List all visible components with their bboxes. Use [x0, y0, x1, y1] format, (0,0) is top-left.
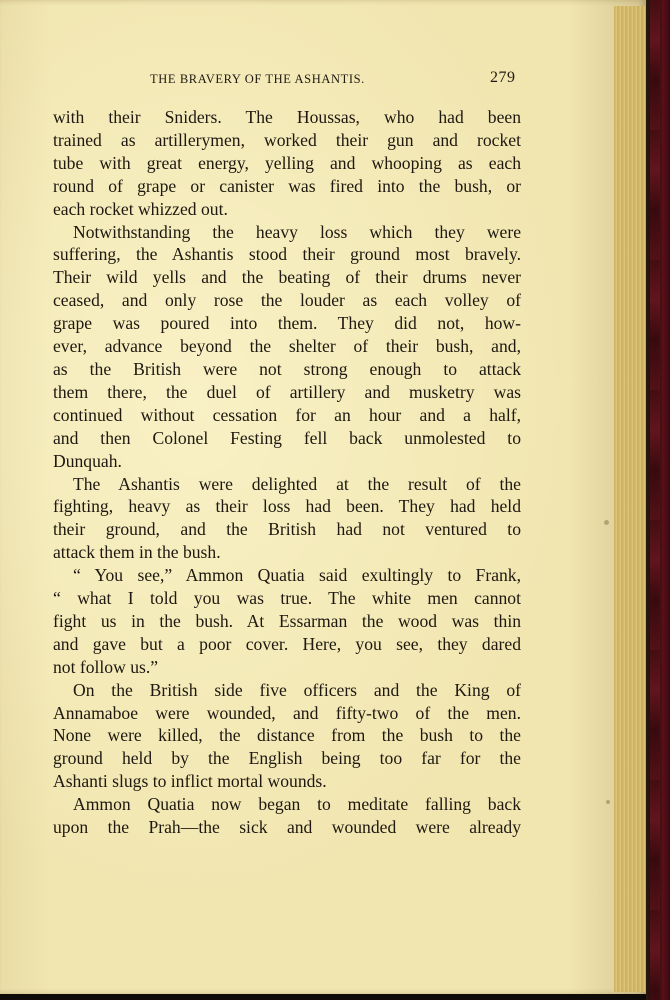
text-line: Ammon Quatia now began to meditate falling back — [73, 794, 521, 815]
paragraph — [53, 221, 521, 473]
paragraph — [53, 473, 521, 565]
page-body-text — [53, 106, 521, 839]
text-line: Annamaboe were wounded, and fifty-two of the men. — [53, 702, 521, 723]
text-line: ground held by the English being too far for the — [53, 748, 521, 769]
text-line: ceased, and only rose the louder as each volley of — [53, 290, 521, 311]
paragraph — [53, 679, 521, 794]
text-line: tube with great energy, yelling and whooping as each — [53, 152, 521, 173]
running-title: THE BRAVERY OF THE ASHANTIS. — [150, 72, 365, 86]
text-line: them there, the duel of artillery and musketry was — [53, 381, 521, 402]
paragraph — [53, 793, 521, 839]
text-line: as the British were not strong enough to attack — [53, 358, 521, 379]
paper-speck — [604, 520, 609, 525]
text-line: not follow us.” — [53, 656, 159, 677]
text-line: “ what I told you was true. The white men cannot — [53, 588, 521, 609]
text-line: trained as artillerymen, worked their gun and rocket — [53, 129, 521, 150]
book-cover-edge — [646, 0, 670, 1000]
text-line: Dunquah. — [53, 450, 122, 471]
text-line: grape was poured into them. They did not, how- — [53, 313, 521, 334]
text-line: fighting, heavy as their loss had been. They had held — [53, 496, 521, 517]
text-line: “ You see,” Ammon Quatia said exultingly to Frank, — [73, 565, 521, 586]
text-line: ever, advance beyond the shelter of their bush, and, — [53, 336, 521, 357]
text-line: with their Sniders. The Houssas, who had been — [53, 107, 521, 127]
text-line: continued without cessation for an hour and a half, — [53, 404, 521, 425]
paragraph — [53, 564, 521, 679]
text-line: upon the Prah—the sick and wounded were already — [53, 817, 521, 838]
text-line: each rocket whizzed out. — [53, 198, 228, 219]
paper-speck — [606, 800, 610, 804]
text-line: None were killed, the distance from the bush to the — [53, 725, 521, 746]
text-line: Ashanti slugs to inflict mortal wounds. — [53, 771, 327, 792]
text-line: and gave but a poor cover. Here, you see, they dared — [53, 633, 521, 654]
text-line: On the British side five officers and the King of — [73, 679, 521, 700]
text-line: The Ashantis were delighted at the result of the — [73, 473, 521, 494]
text-line: suffering, the Ashantis stood their ground most bravely. — [53, 244, 521, 265]
text-line: fight us in the bush. At Essarman the wood was thin — [53, 610, 521, 631]
paragraph — [53, 106, 521, 221]
page-edges — [614, 6, 646, 992]
page-number: 279 — [490, 69, 516, 86]
text-line: their ground, and the British had not ventured to — [53, 519, 521, 540]
text-line: Their wild yells and the beating of their drums never — [53, 267, 521, 288]
text-line: and then Colonel Festing fell back unmolested to — [53, 427, 521, 448]
text-line: round of grape or canister was fired into the bush, or — [53, 175, 521, 196]
text-line: attack them in the bush. — [53, 542, 221, 563]
text-line: Notwithstanding the heavy loss which they were — [73, 221, 521, 242]
